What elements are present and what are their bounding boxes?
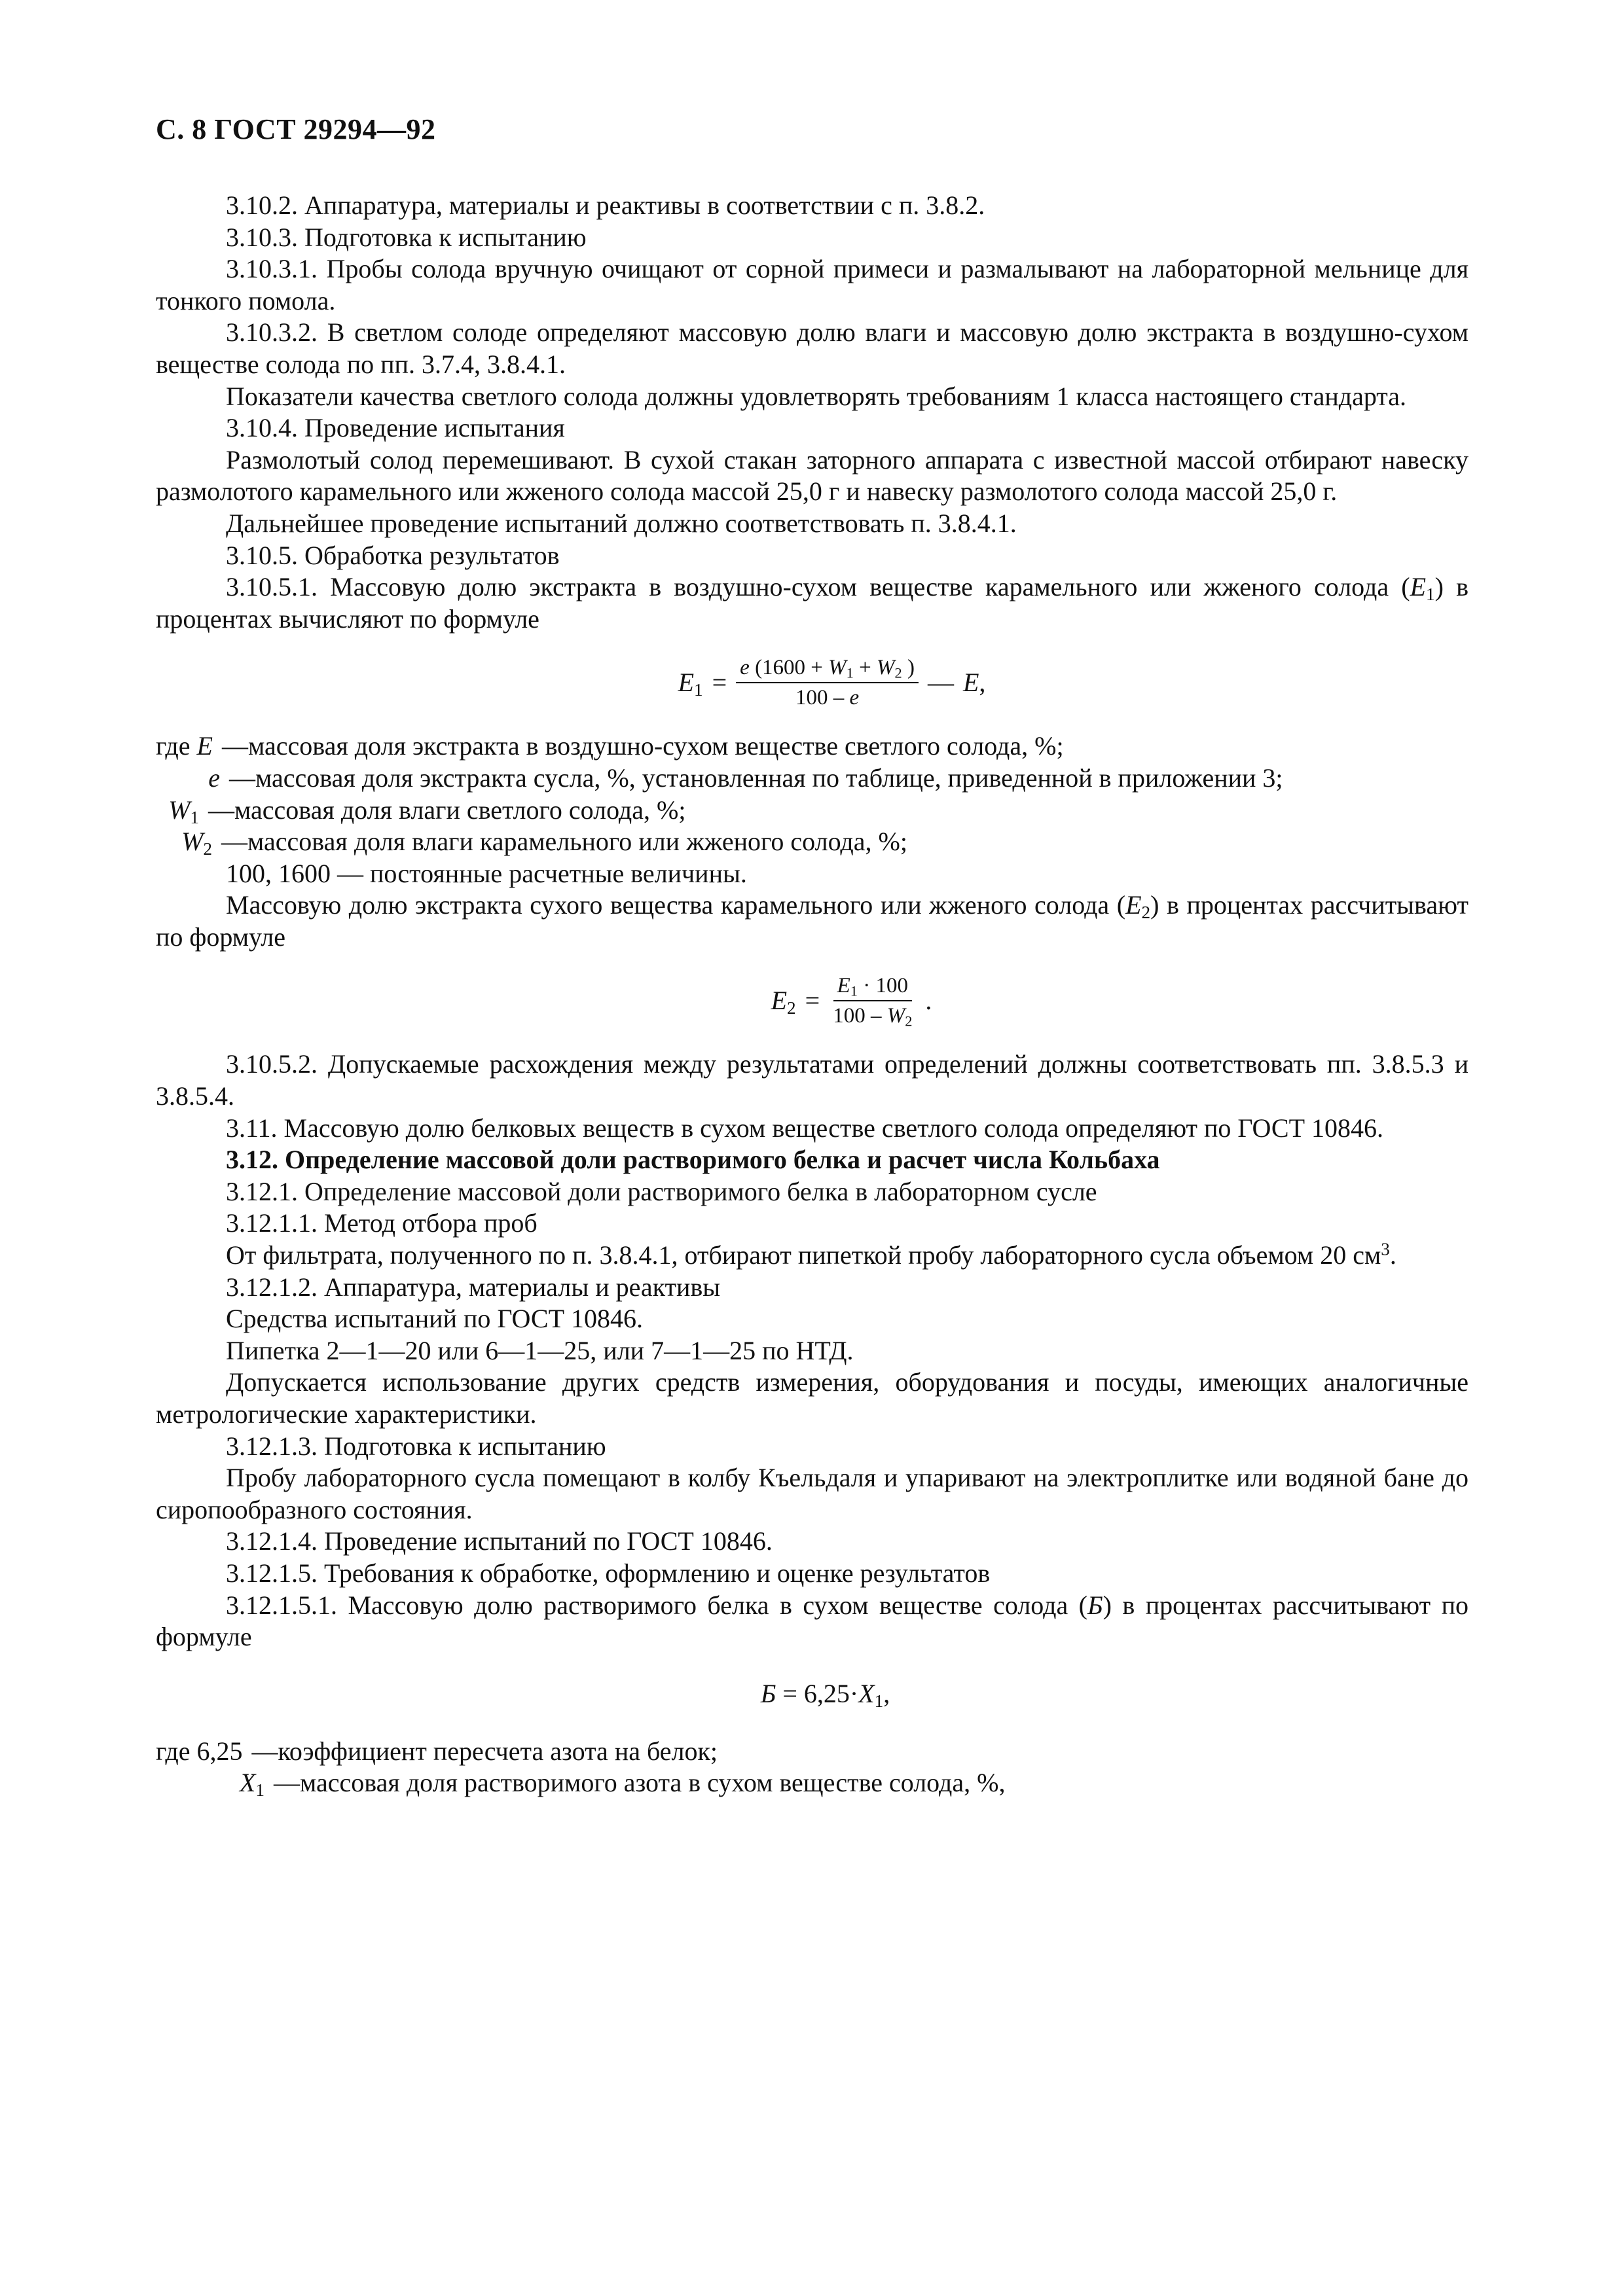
para-3-11: 3.11. Массовую долю белковых веществ в сухом веществе светлого солода определяют по ГОСТ 10846. xyxy=(226,1113,1384,1143)
para-3-10-5: 3.10.5. Обработка результатов xyxy=(226,540,560,570)
para-further-testing: Дальнейшее проведение испытаний должно соответствовать п. 3.8.4.1. xyxy=(226,508,1017,538)
para-3-10-2: 3.10.2. Аппаратура, материалы и реактивы в соответствии с п. 3.8.2. xyxy=(226,190,985,220)
para-other-means: Допускается использование других средств измерения, оборудования и посуды, имеющих аналогичные метрологические характеристики. xyxy=(156,1367,1468,1429)
definition-w2: $W_2$ — массовая доля влаги карамельного или жженого солода, %; xyxy=(181,827,907,859)
para-3-12-1-3: 3.12.1.3. Подготовка к испытанию xyxy=(226,1431,606,1461)
para-3-10-3-1: 3.10.3.1. Пробы солода вручную очищают от сорной примеси и размалывают на лабораторной мельнице для тонкого помола. xyxy=(156,254,1468,315)
para-3-12-1-5: 3.12.1.5. Требования к обработке, оформлению и оценке результатов xyxy=(226,1558,991,1588)
para-kjeldahl: Пробу лабораторного сусла помещают в колбу Къельдаля и упаривают на электроплитке или водяной бане до сиропообразного состояния. xyxy=(156,1463,1468,1524)
definition-e: где E — массовая доля экстракта в воздушно-сухом веществе светлого солода, %; xyxy=(156,731,1064,761)
para-3-12-1-2: 3.12.1.2. Аппаратура, материалы и реактивы xyxy=(226,1272,721,1302)
page-header: С. 8 ГОСТ 29294—92 xyxy=(156,113,436,145)
para-3-10-3: 3.10.3. Подготовка к испытанию xyxy=(226,222,587,252)
para-3-12-1-5-1: 3.12.1.5.1. Массовую долю растворимого белка в сухом веществе солода (Б) в процентах рассчитывают по формуле xyxy=(156,1590,1468,1652)
para-3-10-5-2: 3.10.5.2. Допускаемые расхождения между результатами определений должны соответствовать пп. 3.8.5.3 и 3.8.5.4. xyxy=(156,1049,1468,1111)
para-3-12-1-4: 3.12.1.4. Проведение испытаний по ГОСТ 10846. xyxy=(226,1526,773,1556)
para-3-10-4: 3.10.4. Проведение испытания xyxy=(226,413,565,443)
para-3-10-5-1: 3.10.5.1. Массовую долю экстракта в воздушно-сухом веществе карамельного или жженого солода $(E_1)$ в процентах вычисляют по формуле xyxy=(156,572,1469,634)
para-filtrate: От фильтрата, полученного по п. 3.8.4.1, отбирают пипеткой пробу лабораторного сусла объемом 20 $см^3$. xyxy=(226,1239,1396,1270)
document-body xyxy=(156,190,1468,1799)
formula-e1: $E_1$ = $\frac{e (1600 + W_1 + W_2 )}{100 - e}$ — E, xyxy=(678,656,986,710)
definition-6-25: где 6,25 — коэффициент пересчета азота на белок; xyxy=(156,1736,718,1766)
para-grinding: Размолотый солод перемешивают. В сухой стакан заторного аппарата с известной массой отбирают навеску размолотого карамельного или жженого солода массой 25,0 г и навеску размолотого солода массой 25,0 г. xyxy=(156,444,1468,507)
definition-w1: $W_1$ — массовая доля влаги светлого солода, %; xyxy=(168,795,686,827)
formula-e2: $E_2$ = $\frac{E_1 \cdot 100}{100 - W_2}$ . xyxy=(771,974,932,1030)
para-3-10-3-2: 3.10.3.2. В светлом солоде определяют массовую долю влаги и массовую долю экстракта в воздушно-сухом веществе солода по пп. 3.7.4, 3.8.4.1. xyxy=(156,317,1468,379)
definition-constants: 100, 1600 — постоянные расчетные величины. xyxy=(226,858,747,888)
para-3-12-1: 3.12.1. Определение массовой доли растворимого белка в лабораторном сусле xyxy=(226,1176,1097,1206)
definition-x1: $X_1$ — массовая доля растворимого азота в сухом веществе солода, %, xyxy=(239,1768,1006,1801)
para-3-12-1-1: 3.12.1.1. Метод отбора проб xyxy=(226,1208,538,1238)
para-test-means: Средства испытаний по ГОСТ 10846. xyxy=(226,1304,644,1334)
para-quality-requirements: Показатели качества светлого солода должны удовлетворять требованиям 1 класса настоящего стандарта. xyxy=(226,381,1407,411)
definition-e-small: e — массовая доля экстракта сусла, %, установленная по таблице, приведенной в приложении 3; xyxy=(208,762,1283,793)
para-pipette: Пипетка 2—1—20 или 6—1—25, или 7—1—25 по НТД. xyxy=(226,1335,854,1365)
section-3-12-heading: 3.12. Определение массовой доли растворимого белка и расчет числа Кольбаха xyxy=(226,1145,1160,1175)
para-e2-intro: Массовую долю экстракта сухого вещества карамельного или жженого солода $(E_2)$ в процентах рассчитывают по формуле xyxy=(156,890,1468,952)
formula-b: $Б = 6,25\cdot X_1$, xyxy=(760,1679,890,1712)
